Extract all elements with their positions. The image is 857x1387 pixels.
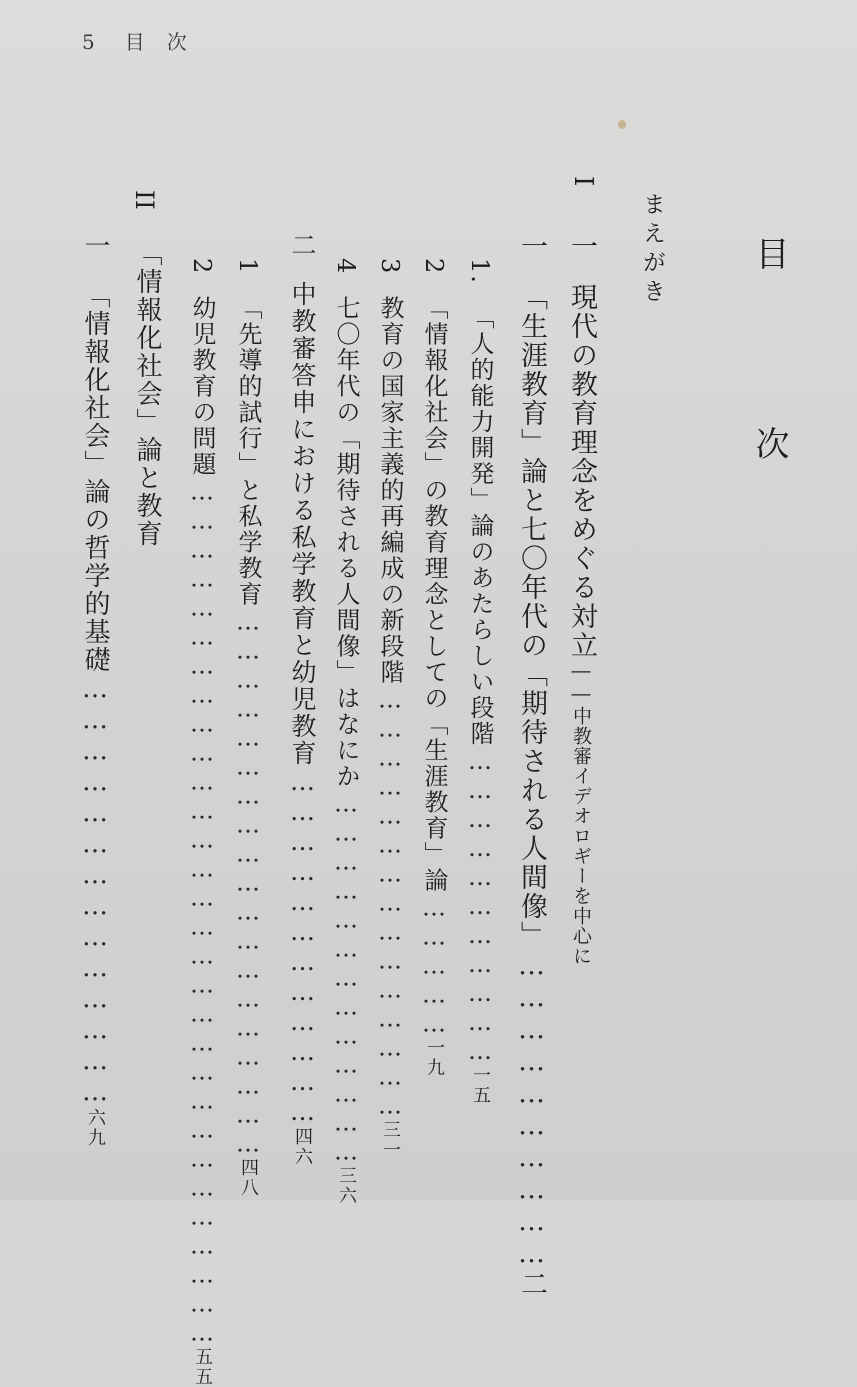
subsection-2-page: 一九 (424, 1038, 445, 1079)
preface-title: まえがき (639, 192, 665, 308)
subsection-1-title: 「人的能力開発」論のあたらしい段階 (466, 304, 494, 747)
paper-stain (618, 120, 626, 129)
subsection-4-page: 三六 (336, 1166, 357, 1207)
subsection-2-entry (422, 258, 446, 1160)
subsection-3-number: 3 (376, 258, 404, 276)
subsection-3-leader: ……………………………………… (376, 685, 404, 1121)
chapter2-entry (288, 232, 317, 1167)
subsection-2-number: 2 (420, 258, 448, 276)
chapter2-number: 二 (288, 232, 317, 259)
chapter1-heading (568, 232, 595, 1192)
subsection-4-leader: ………………………………… (332, 789, 360, 1167)
subsection-2-leader: …………… (420, 893, 448, 1039)
ch2-subsection-1-leader: ………………………………………………… (234, 607, 262, 1159)
part2-heading (134, 240, 160, 640)
ch2-subsection-2-entry (188, 258, 216, 1387)
part2-chapter1-number: 一 (80, 232, 110, 260)
ch2-subsection-2-title: 幼児教育の問題 (188, 295, 216, 478)
ch2-subsection-1-page: 四八 (238, 1158, 259, 1199)
running-head-title: 目次 (124, 30, 209, 54)
subsection-3-entry (378, 258, 402, 1160)
subsection-4-title: 七〇年代の「期待される人間像」はなにか (332, 295, 360, 790)
part2-title: 「情報化社会」論と教育 (132, 240, 162, 548)
part2-chapter1-title: 「情報化社会」論の哲学的基礎 (80, 282, 110, 674)
subsection-3-page: 三一 (380, 1120, 401, 1161)
part2-chapter1-page: 六九 (85, 1108, 106, 1148)
toc-heading-text: 目 次 (749, 236, 789, 518)
section-1-number: 一 (516, 232, 547, 261)
subsection-1-entry (468, 258, 492, 1160)
running-head-page-number: 5 (82, 30, 117, 54)
ch2-subsection-2-number: 2 (188, 258, 216, 276)
chapter1-subtitle: ――中教審イデオロギーを中心に (570, 660, 592, 966)
part2-label-text: II (130, 190, 159, 210)
part1-label-text: I (568, 176, 598, 187)
section-1-page: 二 (516, 1270, 547, 1299)
chapter1-number: 一 (566, 232, 597, 261)
ch2-subsection-2-leader: ……………………………………………………………………………… (188, 477, 216, 1348)
chapter2-page: 四六 (292, 1127, 313, 1167)
ch2-subsection-2-page: 五五 (192, 1347, 213, 1387)
subsection-1-leader: …………………………… (466, 746, 494, 1066)
section-1-leader: ………………………… (516, 950, 547, 1270)
chapter1-title: 現代の教育理念をめぐる対立 (566, 283, 597, 660)
subsection-3-title: 教育の国家主義的再編成の新段階 (376, 295, 404, 686)
preface-entry (640, 192, 663, 352)
running-head (82, 26, 217, 55)
part2-chapter1-entry (82, 232, 108, 1180)
subsection-1-number: 1. (466, 258, 494, 285)
subsection-2-title: 「情報化社会」の教育理念としての「生涯教育」論 (420, 295, 448, 894)
chapter2-leader: ……………………………… (288, 767, 317, 1127)
part2-chapter1-leader: …………………………………… (80, 674, 110, 1108)
toc-heading (749, 236, 789, 518)
subsection-4-entry (332, 258, 360, 1207)
part1-label (570, 176, 596, 236)
chapter2-title: 中教審答申における私学教育と幼児教育 (288, 281, 317, 767)
ch2-subsection-1-entry (234, 258, 262, 1199)
section-1-title: 「生涯教育」論と七〇年代の「期待される人間像」 (516, 283, 547, 950)
section-1-entry (516, 232, 547, 1299)
subsection-1-page: 一五 (470, 1065, 491, 1106)
ch2-subsection-1-title: 「先導的試行」と私学教育 (234, 295, 262, 608)
subsection-4-number: 4 (332, 258, 360, 276)
ch2-subsection-1-number: 1 (234, 258, 262, 276)
